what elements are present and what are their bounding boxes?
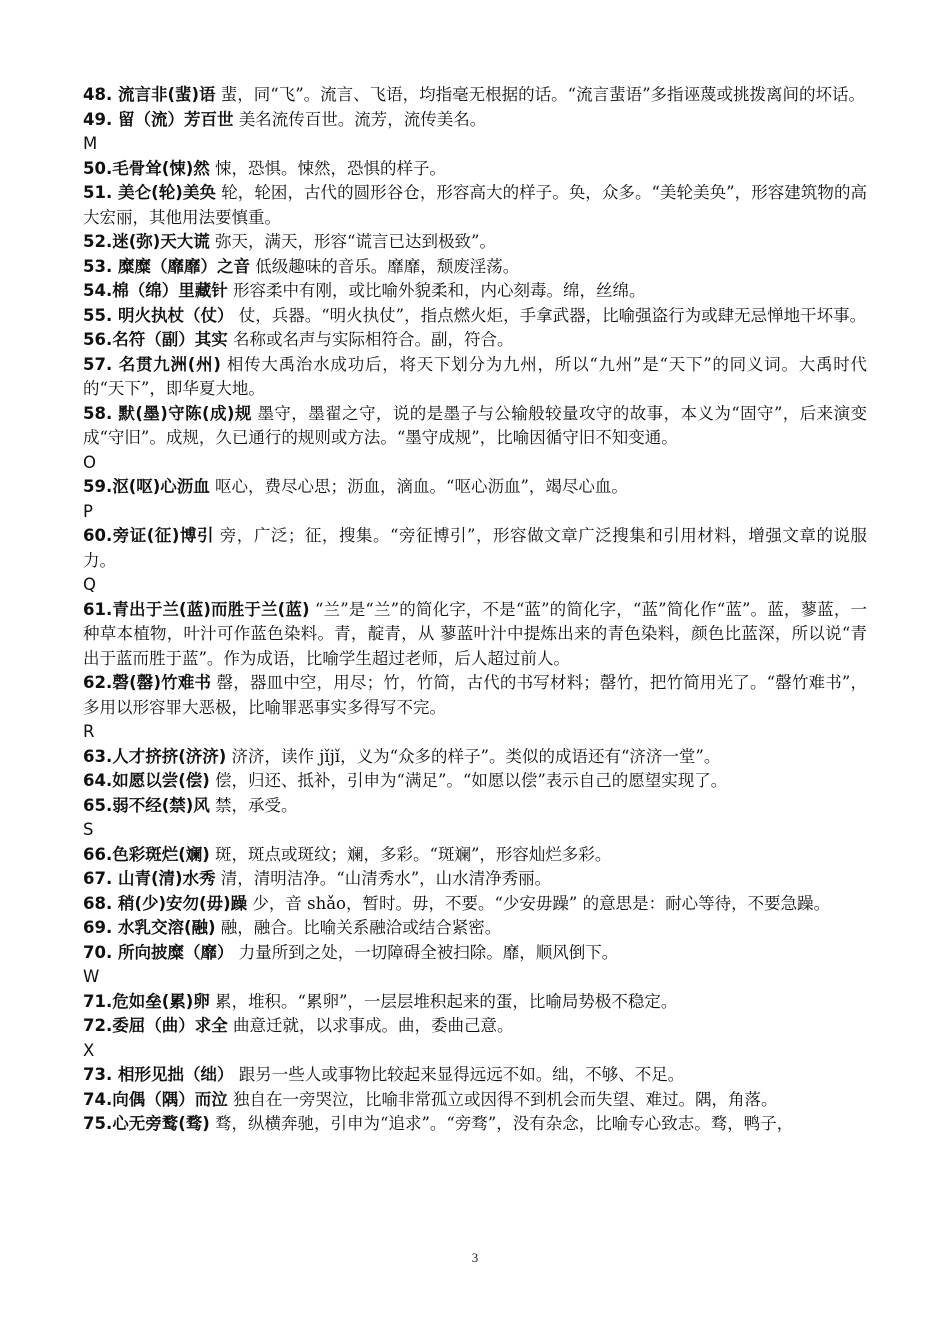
entry: [83, 353, 867, 402]
entry-term: 60.旁证(征)博引: [83, 526, 214, 545]
entry: [83, 769, 867, 794]
entry-term: 48. 流言非(蜚)语: [83, 85, 216, 104]
entry: [83, 598, 867, 672]
document-body: [83, 83, 867, 1137]
entry-term: 49. 留（流）芳百世: [83, 109, 234, 129]
section-letter: Q: [83, 575, 96, 594]
entry-term: 50.毛骨耸(悚)然: [83, 158, 210, 178]
entry-term: 61.青出于兰(蓝)而胜于兰(蓝): [83, 599, 310, 619]
entry: [83, 524, 867, 573]
entry: [83, 230, 867, 255]
section-letter: M: [83, 134, 98, 153]
entry: [83, 990, 867, 1015]
entry-term: 57. 名贯九洲(州): [83, 354, 221, 374]
entry: [83, 892, 867, 917]
entry-term: 52.迷(弥)天大谎: [83, 232, 210, 251]
entry-term: 62.磬(罄)竹难书: [83, 673, 212, 692]
entry-term: 65.弱不经(禁)风: [83, 795, 210, 815]
entry-definition: 轮，轮困，古代的圆形谷仓，形容高大的样子。奂，众多。“美轮美奂”，形容建筑物的高大宏丽，其他用法要慎重。: [83, 183, 867, 227]
entry: [83, 83, 867, 108]
entry-definition: 仗，兵器。“明火执仗”，指点燃火炬，手拿武器，比喻强盗行为或肆无忌惮地干坏事。: [233, 305, 867, 325]
entry: [83, 402, 867, 451]
entry-definition: 相传大禹治水成功后，将天下划分为九州，所以“九州”是“天下”的同义词。大禹时代的“天下”，即华夏大地。: [83, 354, 867, 398]
entry: [83, 279, 867, 304]
entry: [83, 1063, 867, 1088]
entry-definition: 力量所到之处，一切障碍全被扫除。靡，顺风倒下。: [233, 942, 619, 962]
entry: [83, 181, 867, 230]
entry: [83, 1014, 867, 1039]
entry-definition: 融，融合。比喻关系融洽或结合紧密。: [215, 918, 502, 937]
entry: [83, 157, 867, 182]
entry-term: 51. 美仑(轮)美奂: [83, 183, 216, 202]
entry: [83, 745, 867, 770]
entry: [83, 867, 867, 892]
entry-definition: 济济，读作 jǐjǐ，义为“众多的样子”。类似的成语还有“济济一堂”。: [226, 746, 721, 766]
entry: [83, 1088, 867, 1113]
entry-definition: 禁，承受。: [209, 795, 298, 815]
entry: [83, 941, 867, 966]
entry-term: 71.危如垒(累)卵: [83, 991, 210, 1011]
entry-definition: 旁，广泛；征，搜集。“旁征博引”，形容做文章广泛搜集和引用材料，增强文章的说服力。: [83, 526, 867, 570]
entry: [83, 671, 867, 720]
entry-definition: 名称或名声与实际相符合。副，符合。: [227, 330, 514, 349]
entry: [83, 255, 867, 280]
entry-term: 66.色彩斑烂(斓): [83, 844, 210, 864]
entry-term: 58. 默(墨)守陈(成)规: [83, 403, 252, 423]
entry-definition: 骛，纵横奔驰，引申为“追求”。“旁骛”，没有杂念，比喻专心致志。骛，鸭子，: [209, 1114, 794, 1133]
entry-term: 75.心无旁鹜(骛): [83, 1114, 210, 1133]
entry-term: 70. 所向披糜（靡）: [83, 942, 234, 962]
section-letter: S: [83, 820, 94, 839]
entry-term: 64.如愿以尝(偿): [83, 771, 210, 790]
entry-definition: 悚，恐惧。悚然，恐惧的样子。: [209, 158, 447, 178]
entry-term: 56.名符（副）其实: [83, 330, 228, 349]
section-letter: X: [83, 1040, 95, 1060]
page-number: 3: [471, 1250, 479, 1265]
entry-definition: 独自在一旁哭泣，比喻非常孤立或因得不到机会而失望、难过。隅，角落。: [227, 1089, 778, 1109]
entry-definition: 美名流传百世。流芳，流传美名。: [233, 109, 487, 129]
entry-definition: 偿，归还、抵补，引申为“满足”。“如愿以偿”表示自己的愿望实现了。: [209, 771, 728, 790]
entry-definition: 斑，斑点或斑纹；斓，多彩。“斑斓”，形容灿烂多彩。: [209, 844, 612, 864]
entry-definition: 墨守，墨翟之守，说的是墨子与公输般较量攻守的故事，本义为“固守”，后来演变成“守旧”。成规，久已通行的规则或方法。“墨守成规”，比喻因循守旧不知变通。: [83, 403, 867, 447]
entry-term: 55. 明火执杖（仗）: [83, 305, 234, 325]
entry-definition: “兰”是“兰”的简化字，不是“蓝”的简化字，“蓝”简化作“蓝”。蓝，蓼蓝，一种草本植物，叶汁可作蓝色染料。青，靛青，从 蓼蓝叶汁中提炼出来的青色染料，颜色比蓝深，所以说“青出于蓝而胜于蓝”。作为成语，比喻学生超过老师，后人超过前人。: [83, 599, 867, 668]
entry-definition: 呕心，费尽心思；沥血，滴血。“呕心沥血”，竭尽心血。: [209, 477, 628, 496]
entry: [83, 328, 867, 353]
entry-term: 72.委屈（曲）求全: [83, 1016, 228, 1035]
entry-definition: 罄，器皿中空，用尽；竹，竹简，古代的书写材料；罄竹，把竹简用光了。“罄竹难书”，多用以形容罪大恶极，比喻罪恶事实多得写不完。: [83, 673, 867, 717]
entry: [83, 475, 867, 500]
entry-term: 68. 稍(少)安勿(毋)躁: [83, 893, 248, 913]
entry-definition: 蜚，同“飞”。流言、飞语，均指毫无根据的话。“流言蜚语”多指诬蔑或挑拨离间的坏话。: [215, 85, 866, 104]
section-letter: P: [83, 501, 93, 521]
entry: [83, 108, 867, 133]
entry-term: 69. 水乳交溶(融): [83, 918, 216, 937]
entry-definition: 低级趣味的音乐。靡靡，颓废淫荡。: [249, 256, 520, 276]
entry-definition: 跟另一些人或事物比较起来显得远远不如。绌，不够、不足。: [233, 1065, 685, 1084]
entry: [83, 1112, 867, 1137]
entry-definition: 累，堆积。“累卵”，一层层堆积起来的蛋，比喻局势极不稳定。: [209, 991, 678, 1011]
entry: [83, 916, 867, 941]
entry-definition: 形容柔中有刚，或比喻外貌柔和，内心刻毒。绵，丝绵。: [227, 281, 646, 300]
entry-term: 73. 相形见拙（绌）: [83, 1065, 234, 1084]
entry-term: 59.沤(呕)心沥血: [83, 477, 210, 496]
entry-definition: 少，音 shǎo，暂时。毋，不要。“少安毋躁” 的意思是：耐心等待，不要急躁。: [247, 893, 831, 913]
entry-definition: 弥天，满天，形容“谎言已达到极致”。: [209, 232, 496, 251]
entry: [83, 304, 867, 329]
entry-definition: 曲意迁就，以求事成。曲，委曲己意。: [227, 1016, 514, 1035]
entry-term: 74.向偶（隅）而泣: [83, 1089, 228, 1109]
entry: [83, 843, 867, 868]
section-letter: W: [83, 967, 100, 986]
section-letter: R: [83, 722, 95, 741]
entry-term: 63.人才挤挤(济济): [83, 746, 227, 766]
entry-term: 54.棉（绵）里藏针: [83, 281, 228, 300]
entry-term: 67. 山青(清)水秀: [83, 869, 216, 888]
entry-definition: 清，清明洁净。“山清秀水”，山水清净秀丽。: [215, 869, 552, 888]
entry: [83, 794, 867, 819]
section-letter: O: [83, 452, 96, 472]
entry-term: 53. 糜糜（靡靡）之音: [83, 256, 250, 276]
